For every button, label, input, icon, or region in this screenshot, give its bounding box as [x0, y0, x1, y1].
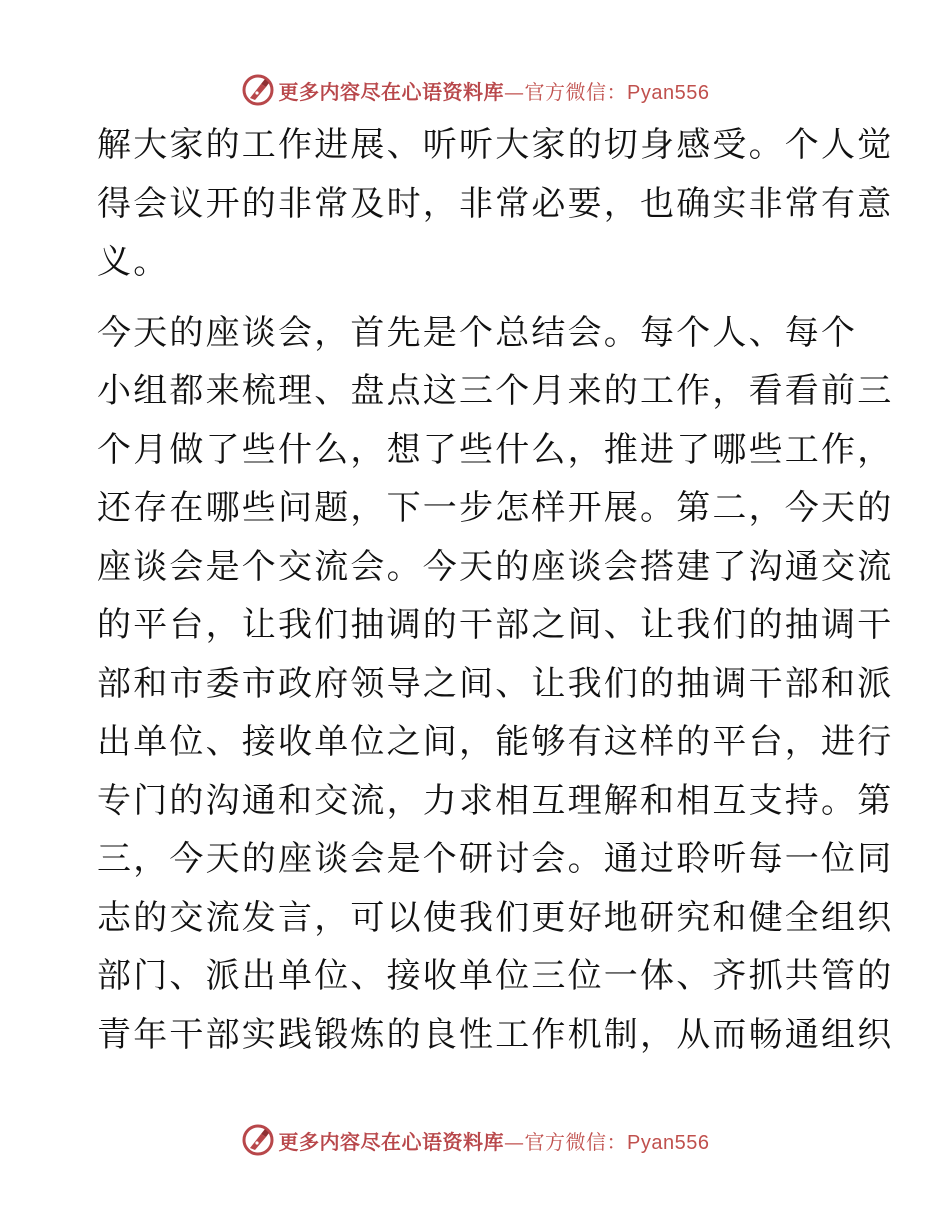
text-line: 义。 — [97, 242, 170, 282]
text-line: 得会议开的非常及时，非常必要，也确实非常有意 — [97, 183, 894, 224]
banner-wechat-label: 官方微信： — [524, 79, 628, 104]
text-line: 今天的座谈会，首先是个总结会。每个人、每个 — [97, 312, 858, 353]
text-line: 三，今天的座谈会是个研讨会。通过聆听每一位同 — [97, 839, 894, 879]
text-line: 还存在哪些问题，下一步怎样开展。第二，今天的 — [97, 488, 894, 528]
text-line: 个月做了些什么，想了些什么，推进了哪些工作， — [97, 429, 894, 470]
footer-banner — [0, 1120, 950, 1160]
pen-nib-circle-icon — [241, 1123, 275, 1157]
paragraph-2 — [97, 304, 894, 1065]
paragraph-1 — [97, 116, 894, 292]
text-line: 小组都来梳理、盘点这三个月来的工作，看看前三 — [97, 371, 894, 411]
banner-dash: — — [504, 79, 525, 104]
text-line: 青年干部实践锻炼的良性工作机制，从而畅通组织 — [97, 1014, 894, 1055]
banner-wechat-label: 官方微信： — [524, 1129, 628, 1154]
banner-dash: — — [504, 1129, 525, 1154]
banner-text — [279, 76, 710, 105]
banner-text — [279, 1126, 710, 1155]
banner-site-name: 更多内容尽在心语资料库 — [278, 79, 505, 104]
document-body — [97, 116, 894, 1064]
banner-wechat-id: Pyan556 — [627, 81, 710, 104]
text-line: 专门的沟通和交流，力求相互理解和相互支持。第 — [97, 780, 894, 821]
pen-nib-circle-icon — [241, 73, 275, 107]
banner-site-name: 更多内容尽在心语资料库 — [278, 1129, 505, 1154]
text-line: 志的交流发言，可以使我们更好地研究和健全组织 — [97, 897, 894, 938]
header-banner — [0, 70, 950, 110]
text-line: 解大家的工作进展、听听大家的切身感受。个人觉 — [97, 125, 894, 165]
text-line: 出单位、接收单位之间，能够有这样的平台，进行 — [97, 722, 894, 762]
banner-wechat-id: Pyan556 — [627, 1131, 710, 1154]
text-line: 部和市委市政府领导之间、让我们的抽调干部和派 — [97, 663, 894, 704]
text-line: 座谈会是个交流会。今天的座谈会搭建了沟通交流 — [97, 546, 894, 587]
text-line: 的平台，让我们抽调的干部之间、让我们的抽调干 — [97, 605, 894, 645]
text-line: 部门、派出单位、接收单位三位一体、齐抓共管的 — [97, 956, 894, 996]
